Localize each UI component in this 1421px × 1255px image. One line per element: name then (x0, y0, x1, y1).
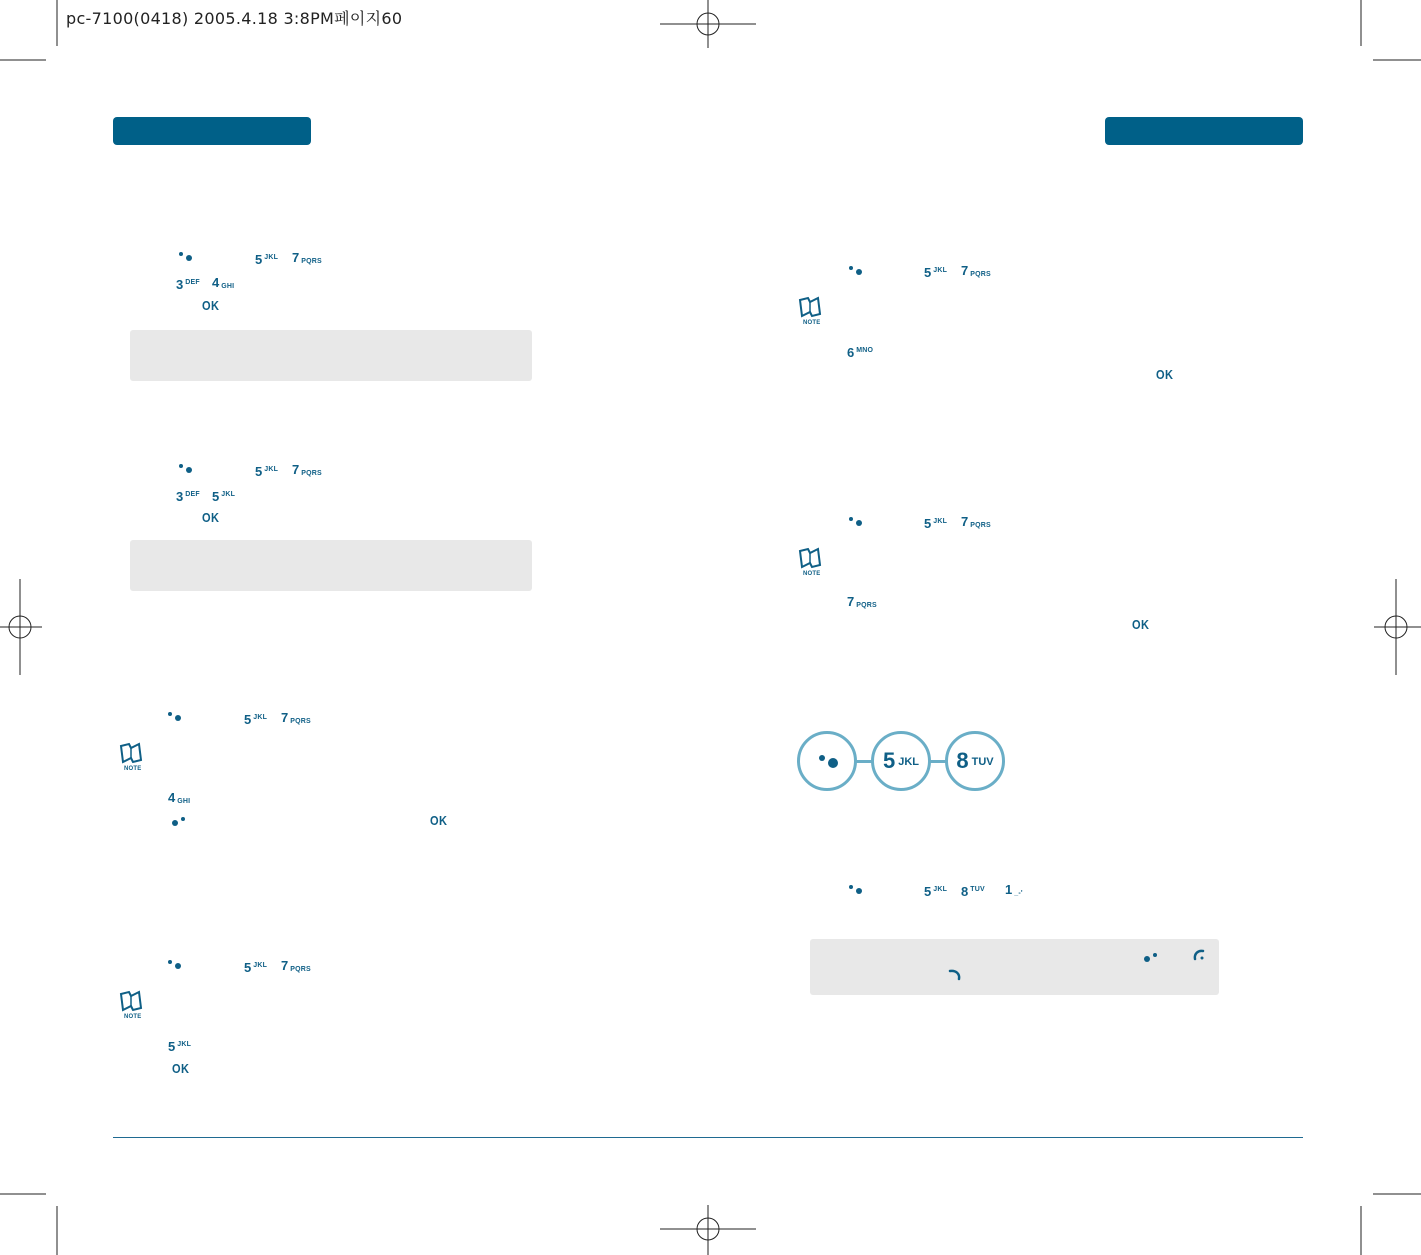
note-icon: NOTE (117, 990, 147, 1024)
key-6: 6 $^{MNO}$ (847, 345, 874, 360)
key-7: 7 PQRS (281, 710, 311, 725)
key-5: 5 $^{JKL}$ (255, 464, 279, 479)
ok-key: OK (172, 1061, 190, 1076)
left-header-tab (113, 117, 311, 145)
ok-key: OK (1156, 367, 1174, 382)
info-box (130, 330, 532, 381)
end-call-icon (1192, 948, 1206, 962)
key-1: 1 _-' (1005, 882, 1023, 897)
key-4: 4 GHI (168, 790, 191, 805)
ok-key: OK (430, 813, 448, 828)
back-dots-icon (1143, 951, 1159, 963)
footer-rule (113, 1137, 1303, 1138)
key-8: 8 $^{TUV}$ (961, 884, 985, 899)
menu-dots-icon (177, 250, 193, 262)
print-slug: pc-7100(0418) 2005.4.18 3:8PM페이지60 (66, 9, 403, 28)
key-7: 7 PQRS (292, 462, 322, 477)
menu-dots-icon (177, 462, 193, 474)
note-icon: NOTE (796, 547, 826, 581)
key-5: 5 $^{JKL}$ (924, 516, 948, 531)
key-5: 5 $^{JKL}$ (924, 265, 948, 280)
key-5: 5 $^{JKL}$ (244, 960, 268, 975)
ok-key: OK (1132, 617, 1150, 632)
key-7: 7 PQRS (961, 263, 991, 278)
key-5: 5 $^{JKL}$ (244, 712, 268, 727)
key-5: 5 $^{JKL}$ (255, 252, 279, 267)
key-4: 4 GHI (212, 275, 235, 290)
key-7: 7 PQRS (847, 594, 877, 609)
key-3: 3 $^{DEF}$ (176, 489, 200, 504)
ok-key: OK (202, 298, 220, 313)
key-3: 3 $^{DEF}$ (176, 277, 200, 292)
back-dots-icon (171, 815, 187, 827)
key-5: 5 $^{JKL}$ (168, 1039, 192, 1054)
key-5-circle: 5 JKL (871, 731, 931, 791)
menu-dots-icon (847, 883, 863, 895)
send-call-icon (948, 968, 962, 982)
menu-dots-icon (166, 958, 182, 970)
menu-dots-icon (166, 710, 182, 722)
menu-dots-icon (847, 515, 863, 527)
ok-key: OK (202, 510, 220, 525)
key-8-circle: 8 TUV (945, 731, 1005, 791)
note-icon: NOTE (796, 296, 826, 330)
menu-key-circle (797, 731, 857, 791)
menu-dots-icon (847, 264, 863, 276)
key-7: 7 PQRS (961, 514, 991, 529)
info-box (810, 939, 1219, 995)
key-5: 5 $^{JKL}$ (212, 489, 236, 504)
key-7: 7 PQRS (281, 958, 311, 973)
key-7: 7 PQRS (292, 250, 322, 265)
note-icon: NOTE (117, 742, 147, 776)
right-header-tab (1105, 117, 1303, 145)
key-5: 5 $^{JKL}$ (924, 884, 948, 899)
info-box (130, 540, 532, 591)
